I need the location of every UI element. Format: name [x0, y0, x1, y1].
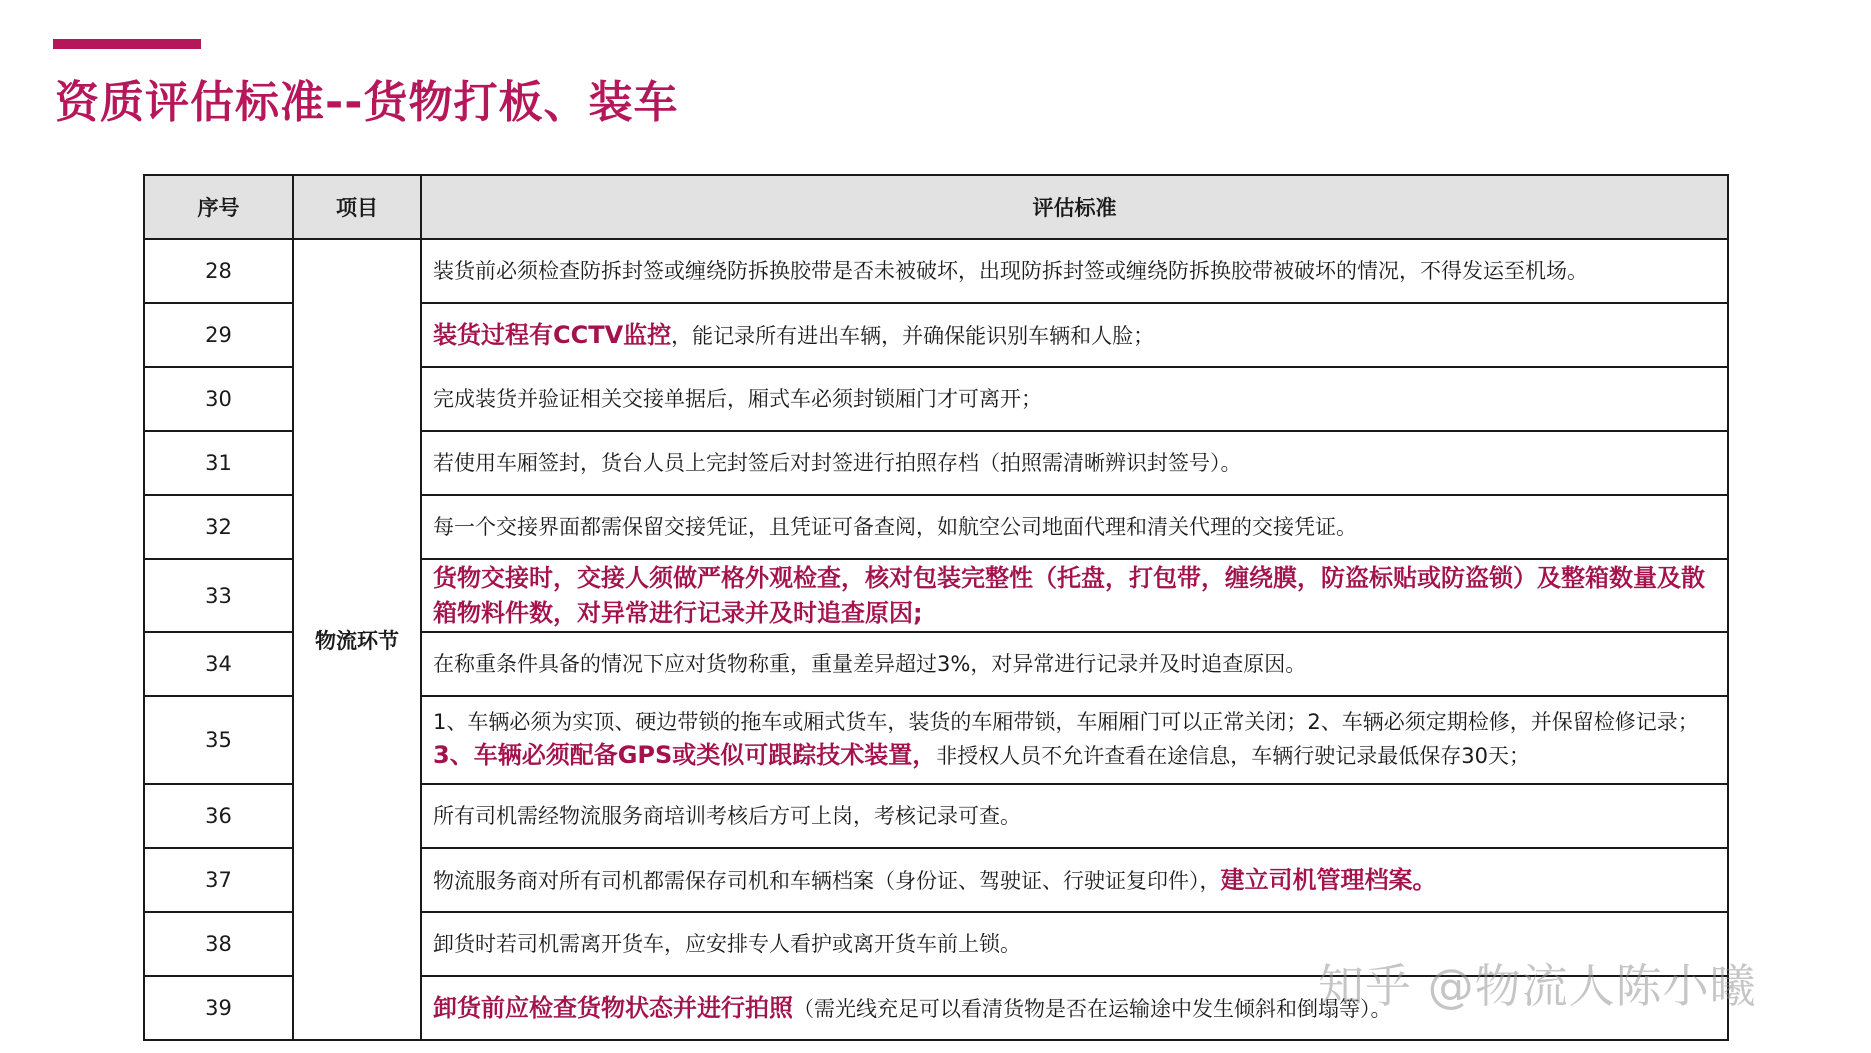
- row-number: 29: [144, 303, 293, 367]
- category-cell: 物流环节: [293, 239, 421, 1040]
- table-row: [144, 239, 1728, 303]
- row-number: 28: [144, 239, 293, 303]
- criteria-text: 卸货时若司机需离开货车，应安排专人看护或离开货车前上锁。: [433, 931, 1021, 956]
- watermark: 知乎 @物流人陈小曦: [1318, 959, 1757, 1013]
- criteria-text: 所有司机需经物流服务商培训考核后方可上岗，考核记录可查。: [433, 803, 1021, 828]
- criteria-text: 物流服务商对所有司机都需保存司机和车辆档案（身份证、驾驶证、行驶证复印件），: [433, 868, 1221, 893]
- criteria-cell: [421, 696, 1728, 784]
- row-number: 31: [144, 431, 293, 495]
- criteria-highlight-text: 装货过程有CCTV监控: [433, 320, 672, 349]
- page-title: 资质评估标准--货物打板、装车: [55, 77, 679, 128]
- row-number: 30: [144, 367, 293, 431]
- criteria-text: ，能记录所有进出车辆，并确保能识别车辆和人脸；: [671, 323, 1155, 348]
- criteria-text: （需光线充足可以看清货物是否在运输途中发生倾斜和倒塌等）。: [793, 996, 1392, 1021]
- row-number: 37: [144, 848, 293, 912]
- row-number: 39: [144, 976, 293, 1040]
- column-header-number: 序号: [144, 175, 293, 239]
- title-accent-bar: [53, 39, 201, 49]
- criteria-cell: [421, 784, 1728, 848]
- row-number: 33: [144, 559, 293, 632]
- criteria-text: 非授权人员不允许查看在途信息，车辆行驶记录最低保存30天；: [936, 743, 1531, 768]
- criteria-cell: [421, 367, 1728, 431]
- criteria-cell: [421, 848, 1728, 912]
- criteria-cell: [421, 431, 1728, 495]
- row-number: 36: [144, 784, 293, 848]
- criteria-text: 装货前必须检查防拆封签或缠绕防拆换胶带是否未被破坏，出现防拆封签或缠绕防拆换胶带被破坏的情况，不得发运至机场。: [433, 258, 1588, 283]
- criteria-cell: [421, 495, 1728, 559]
- criteria-highlight-text: 货物交接时，交接人须做严格外观检查，核对包装完整性（托盘，打包带，缠绕膜，防盗标贴或防盗锁）及整箱数量及散箱物料件数，对异常进行记录并及时追查原因;: [433, 563, 1705, 627]
- row-number: 34: [144, 632, 293, 696]
- row-number: 35: [144, 696, 293, 784]
- criteria-text: 在称重条件具备的情况下应对货物称重，重量差异超过3%，对异常进行记录并及时追查原因。: [433, 651, 1307, 676]
- column-header-item: 项目: [293, 175, 421, 239]
- criteria-text: 每一个交接界面都需保留交接凭证，且凭证可备查阅，如航空公司地面代理和清关代理的交接凭证。: [433, 514, 1357, 539]
- criteria-text: 若使用车厢签封，货台人员上完封签后对封签进行拍照存档（拍照需清晰辨识封签号）。: [433, 450, 1242, 475]
- column-header-criteria: 评估标准: [421, 175, 1728, 239]
- criteria-cell: [421, 303, 1728, 367]
- criteria-text: 完成装货并验证相关交接单据后，厢式车必须封锁厢门才可离开；: [433, 386, 1042, 411]
- table-header-row: [144, 175, 1728, 239]
- criteria-highlight-text: 卸货前应检查货物状态并进行拍照: [433, 993, 793, 1022]
- criteria-highlight-text: 3、车辆必须配备GPS或类似可跟踪技术装置，: [433, 740, 937, 769]
- criteria-cell: [421, 632, 1728, 696]
- criteria-table: [143, 174, 1729, 1041]
- criteria-text: 1、车辆必须为实顶、硬边带锁的拖车或厢式货车，装货的车厢带锁，车厢厢门可以正常关闭；2、车辆必须定期检修，并保留检修记录；: [433, 710, 1699, 735]
- row-number: 32: [144, 495, 293, 559]
- criteria-highlight-text: 建立司机管理档案。: [1220, 865, 1437, 894]
- row-number: 38: [144, 912, 293, 976]
- criteria-cell: [421, 239, 1728, 303]
- criteria-cell: [421, 559, 1728, 632]
